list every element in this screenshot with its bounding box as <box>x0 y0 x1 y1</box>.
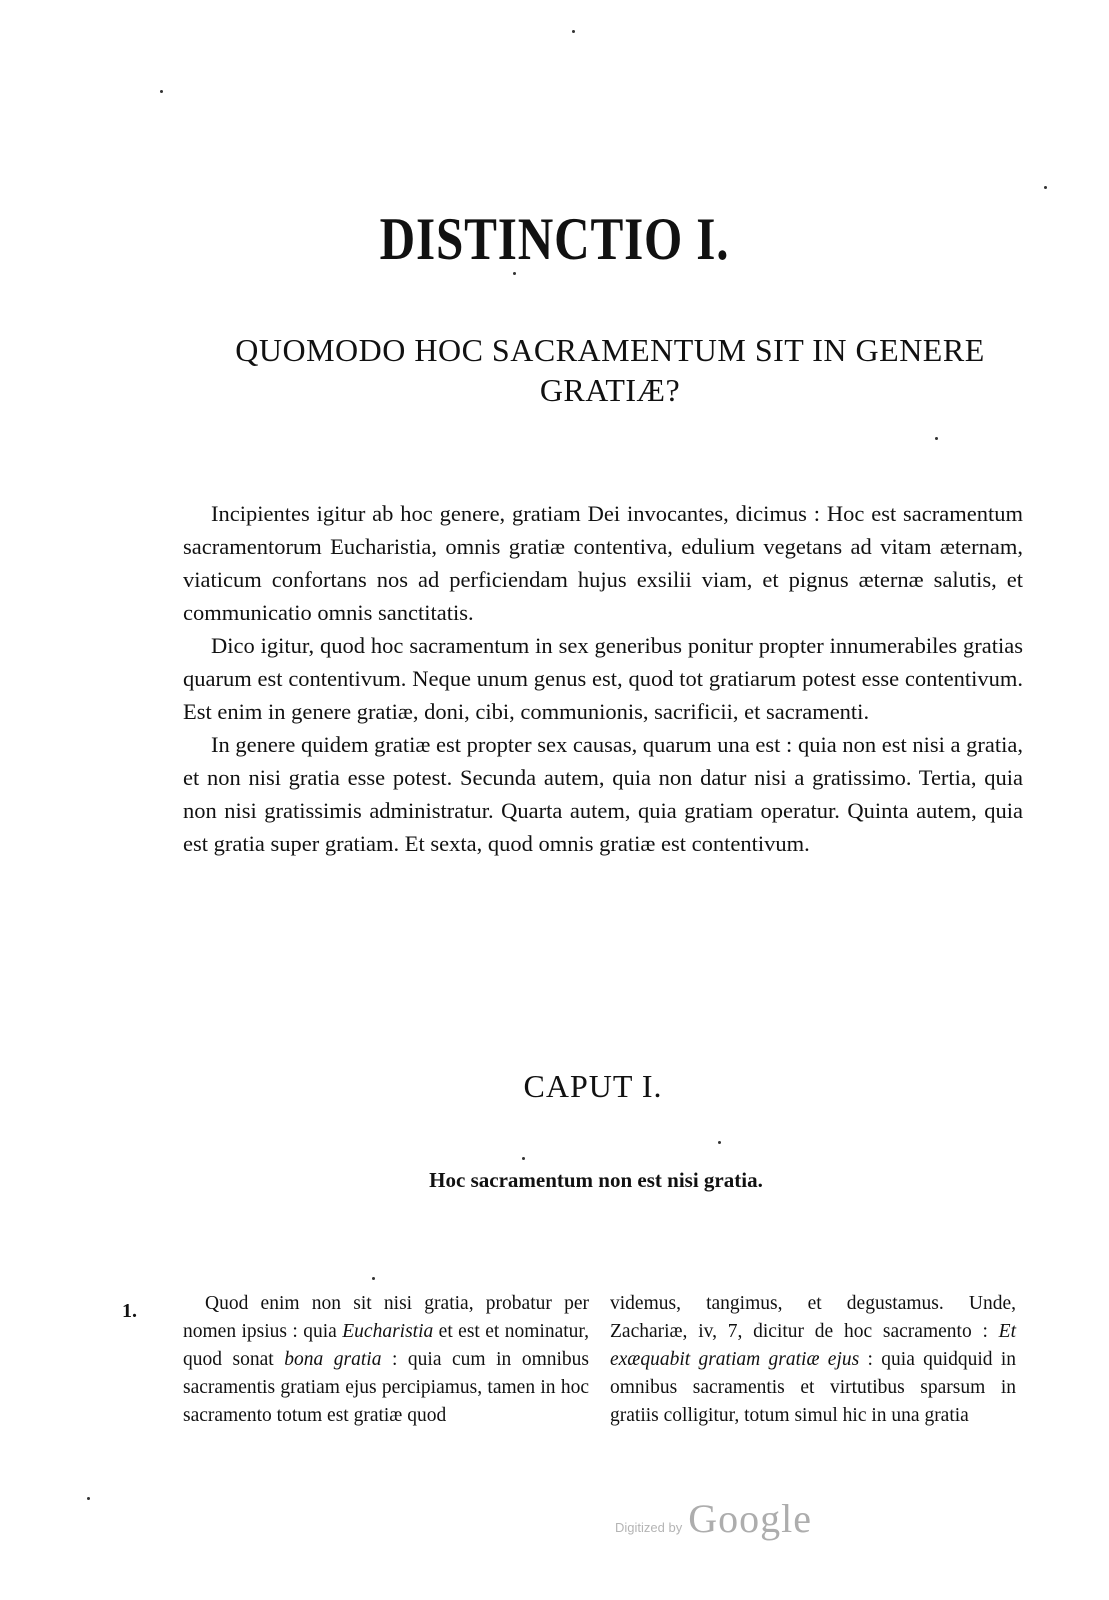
paragraph-3: In genere quidem gratiæ est propter sex causas, quarum una est : quia non est nisi a gratia, et non nisi gratia esse potest. Secunda autem, quia non datur nisi a gratissimo. Tertia, quia non nisi gratissimis administratur. Quarta autem, quia gratiam operatur. Quinta autem, quia est gratia super gratiam. Et sexta, quod omnis gratiæ est contentivum. <box>183 732 1023 856</box>
right-italic-1: Et exæquabit gratiam gratiæ ejus <box>610 1321 1016 1370</box>
right-column-paragraph <box>610 1290 1016 1430</box>
left-column <box>183 1290 589 1430</box>
left-italic-1: Eucharistia <box>342 1321 434 1342</box>
right-column <box>610 1290 1016 1430</box>
print-speck <box>718 1141 721 1144</box>
print-speck <box>522 1157 525 1160</box>
print-speck <box>572 30 575 33</box>
caput-subtitle: Hoc sacramentum non est nisi gratia. <box>429 1168 763 1192</box>
print-speck <box>160 90 163 93</box>
distinctio-heading: DISTINCTIO I. <box>379 206 730 272</box>
print-speck <box>935 437 938 440</box>
caput-heading: CAPUT I. <box>523 1068 663 1104</box>
print-speck <box>513 272 516 275</box>
left-text-3: : quia cum in omnibus sacramentis gratiam ejus percipiamus, tamen in hoc sacramento totum est gratiæ quod <box>183 1349 590 1426</box>
print-speck <box>87 1497 90 1500</box>
paragraph-2: Dico igitur, quod hoc sacramentum in sex generibus ponitur propter innumerabiles gratias quarum est contentivum. Neque unum genus est, quod tot gratiarum potest esse contentivum. Est enim in genere gratiæ, doni, cibi, communionis, sacrificii, et sacramenti. <box>183 633 1023 724</box>
left-text-2: et est et nominatur, quod sonat <box>183 1321 589 1370</box>
google-logo: Google <box>688 1496 812 1541</box>
left-text-1: Quod enim non sit nisi gratia, probatur per nomen ipsius : quia <box>183 1293 589 1342</box>
section-number: 1. <box>122 1300 137 1322</box>
distinctio-subtitle: QUOMODO HOC SACRAMENTUM SIT IN GENERE GRATIÆ? <box>235 332 985 408</box>
intro-text <box>183 497 1023 860</box>
print-speck <box>372 1277 375 1280</box>
right-text-1: videmus, tangimus, et degustamus. Unde, Zachariæ, iv, 7, dicitur de hoc sacramento : <box>610 1293 1016 1342</box>
digitized-by-label: Digitized by <box>615 1520 683 1535</box>
digitized-watermark <box>615 1495 812 1542</box>
paragraph-1: Incipientes igitur ab hoc genere, gratiam Dei invocantes, dicimus : Hoc est sacramentum sacramentorum Eucharistia, omnis gratiæ contentiva, edulium vegetans ad vitam æternam, viaticum confortans nos ad perficiendam hujus exsilii viam, et pignus æternæ salutis, et communicatio omnis sanctitatis. <box>183 501 1023 625</box>
left-italic-2: bona gratia <box>284 1349 382 1370</box>
print-speck <box>1044 186 1047 189</box>
right-text-2: : quia quidquid in omnibus sacramentis et virtutibus sparsum in gratiis colligitur, totum simul hic in una gratia <box>610 1349 1016 1426</box>
left-column-paragraph <box>183 1290 589 1430</box>
